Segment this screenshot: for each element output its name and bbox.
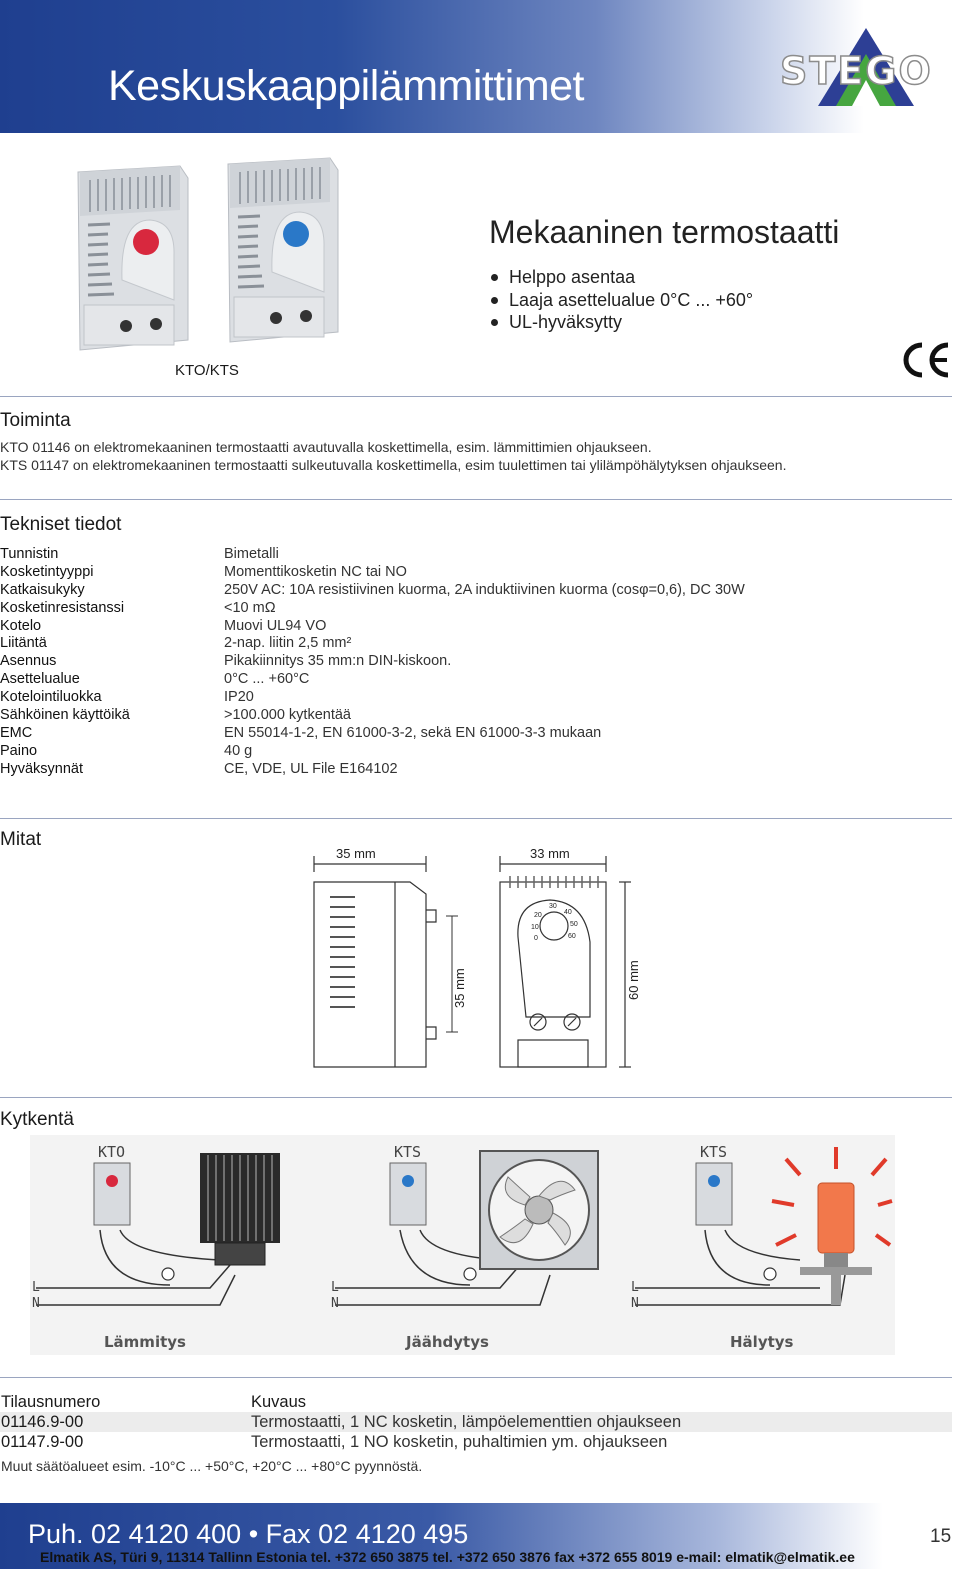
alarm-light-icon: [772, 1147, 892, 1305]
order-description: Termostaatti, 1 NC kosketin, lämpöelementtien ohjaukseen: [251, 1413, 682, 1431]
svg-text:40: 40: [564, 909, 572, 916]
svg-text:33 mm: 33 mm: [530, 846, 570, 861]
page-title: Keskuskaappilämmittimet: [108, 62, 585, 110]
wiring-caption-jaahdytys: Jäähdytys: [406, 1333, 489, 1351]
spec-value: Bimetalli: [224, 546, 279, 562]
toiminta-line: KTO 01146 on elektromekaaninen termostaatti avautuvalla koskettimella, esim. lämmittimien ohjaukseen.: [0, 439, 652, 455]
spec-row: [0, 725, 900, 743]
spec-row: [0, 546, 900, 564]
svg-text:30: 30: [549, 903, 557, 910]
section-divider: [0, 1377, 952, 1378]
spec-key: Hyväksynnät: [0, 760, 84, 777]
thermostat-photo: [70, 150, 360, 365]
section-divider: [0, 396, 952, 397]
svg-text:0: 0: [534, 935, 538, 942]
order-number: 01147.9-00: [1, 1433, 84, 1451]
spec-value: IP20: [224, 689, 254, 706]
order-row: [0, 1412, 952, 1432]
svg-text:50: 50: [570, 921, 578, 928]
wiring-kto-icon: [94, 1163, 130, 1225]
specs-heading: Tekniset tiedot: [0, 514, 122, 535]
spec-key: Kotelo: [0, 617, 42, 634]
svg-text:60: 60: [568, 933, 576, 940]
feature-list: [489, 266, 753, 334]
spec-value: 0°C ... +60°C: [224, 671, 310, 688]
spec-value: 250V AC: 10A resistiivinen kuorma, 2A induktiivinen kuorma (cosφ=0,6), DC 30W: [224, 581, 745, 598]
spec-row: [0, 618, 900, 636]
order-number: 01146.9-00: [1, 1413, 84, 1431]
spec-table: [0, 546, 900, 779]
toiminta-line: KTS 01147 on elektromekaaninen termostaatti sulkeutuvalla koskettimella, esim tuulettimen tai ylilämpöhälytyksen ohjaukseen.: [0, 457, 787, 473]
order-note: Muut säätöalueet esim. -10°C ... +50°C, +20°C ... +80°C pyynnöstä.: [1, 1458, 423, 1474]
spec-row: [0, 600, 900, 618]
section-divider: [0, 1097, 952, 1098]
spec-value: 2-nap. liitin 2,5 mm²: [224, 635, 352, 652]
wire-n-label: N: [631, 1296, 639, 1311]
svg-text:STEGO: STEGO: [780, 49, 933, 93]
wiring-model-label: KTS: [394, 1143, 422, 1161]
wiring-model-label: KTO: [98, 1143, 126, 1161]
spec-row: [0, 653, 900, 671]
svg-text:60 mm: 60 mm: [626, 960, 641, 1000]
wire-l-label: L: [631, 1280, 639, 1295]
spec-key: Sähköinen käyttöikä: [0, 707, 130, 724]
order-header-row: [0, 1392, 952, 1412]
svg-text:35 mm: 35 mm: [452, 968, 467, 1008]
kts-dial-blue: [283, 221, 309, 247]
wire-l-label: L: [331, 1280, 339, 1295]
spec-row: [0, 671, 900, 689]
spec-row: [0, 689, 900, 707]
spec-row: [0, 635, 900, 653]
spec-key: Kosketinresistanssi: [0, 599, 125, 616]
svg-text:10: 10: [531, 924, 539, 931]
kytkenta-heading: Kytkentä: [0, 1109, 74, 1130]
spec-value: <10 mΩ: [224, 599, 276, 616]
order-row: [0, 1432, 952, 1452]
dimension-drawing: [300, 842, 660, 1082]
wiring-graphic: [30, 1135, 895, 1355]
spec-value: >100.000 kytkentää: [224, 707, 351, 724]
order-number-header: Tilausnumero: [1, 1393, 101, 1411]
fan-icon: [480, 1151, 598, 1269]
toiminta-heading: Toiminta: [0, 410, 71, 431]
wire-n-label: N: [331, 1296, 339, 1311]
footer-phone: Puh. 02 4120 400 • Fax 02 4120 495: [28, 1519, 469, 1549]
image-caption: KTO/KTS: [175, 362, 239, 379]
product-title: Mekaaninen termostaatti: [489, 214, 840, 250]
wiring-diagram: [30, 1135, 895, 1355]
spec-key: Asennus: [0, 653, 57, 670]
section-divider: [0, 818, 952, 819]
spec-row: [0, 582, 900, 600]
spec-key: Liitäntä: [0, 635, 47, 652]
section-divider: [0, 499, 952, 500]
order-description: Termostaatti, 1 NO kosketin, puhaltimien ym. ohjaukseen: [251, 1433, 668, 1451]
wiring-caption-halytys: Hälytys: [730, 1333, 794, 1351]
wire-l-label: L: [32, 1280, 40, 1295]
spec-value: Pikakiinnitys 35 mm:n DIN-kiskoon.: [224, 653, 452, 670]
order-description-header: Kuvaus: [251, 1393, 307, 1411]
kto-thermostat-image: [78, 166, 188, 350]
spec-row: [0, 707, 900, 725]
wiring-caption-lammitys: Lämmitys: [104, 1333, 186, 1351]
spec-value: Muovi UL94 VO: [224, 617, 327, 634]
spec-row: [0, 761, 900, 779]
spec-row: [0, 564, 900, 582]
feature-item: Helppo asentaa: [489, 266, 753, 289]
page-number: 15: [930, 1526, 952, 1547]
footer-address: Elmatik AS, Türi 9, 11314 Tallinn Estonia tel. +372 650 3875 tel. +372 650 3876 fax +372 655 8019 e-mail: elmatik@elmatik.ee: [40, 1549, 855, 1565]
spec-key: Kosketintyyppi: [0, 563, 94, 580]
spec-key: Katkaisukyky: [0, 581, 85, 598]
spec-key: Paino: [0, 742, 38, 759]
spec-value: CE, VDE, UL File E164102: [224, 760, 398, 777]
mitat-heading: Mitat: [0, 829, 42, 850]
spec-key: EMC: [0, 724, 33, 741]
spec-value: EN 55014-1-2, EN 61000-3-2, sekä EN 61000-3-3 mukaan: [224, 724, 602, 741]
ce-mark-icon: [900, 340, 952, 380]
wiring-kts-icon: [696, 1163, 732, 1225]
feature-item: UL-hyväksytty: [489, 311, 753, 334]
spec-value: 40 g: [224, 742, 253, 759]
kts-thermostat-image: [228, 158, 338, 342]
spec-key: Kotelointiluokka: [0, 689, 102, 706]
wire-n-label: N: [32, 1296, 40, 1311]
spec-key: Tunnistin: [0, 546, 59, 562]
kto-dial-red: [133, 229, 159, 255]
wiring-kts-icon: [390, 1163, 426, 1225]
svg-text:20: 20: [534, 912, 542, 919]
order-table: [0, 1392, 952, 1452]
spec-row: [0, 743, 900, 761]
spec-value: Momenttikosketin NC tai NO: [224, 563, 407, 580]
heater-icon: [200, 1153, 280, 1265]
wiring-model-label: KTS: [700, 1143, 728, 1161]
stego-logo: [778, 22, 954, 108]
spec-key: Asettelualue: [0, 671, 80, 688]
svg-text:35 mm: 35 mm: [336, 846, 376, 861]
feature-item: Laaja asettelualue 0°C ... +60°: [489, 289, 753, 312]
